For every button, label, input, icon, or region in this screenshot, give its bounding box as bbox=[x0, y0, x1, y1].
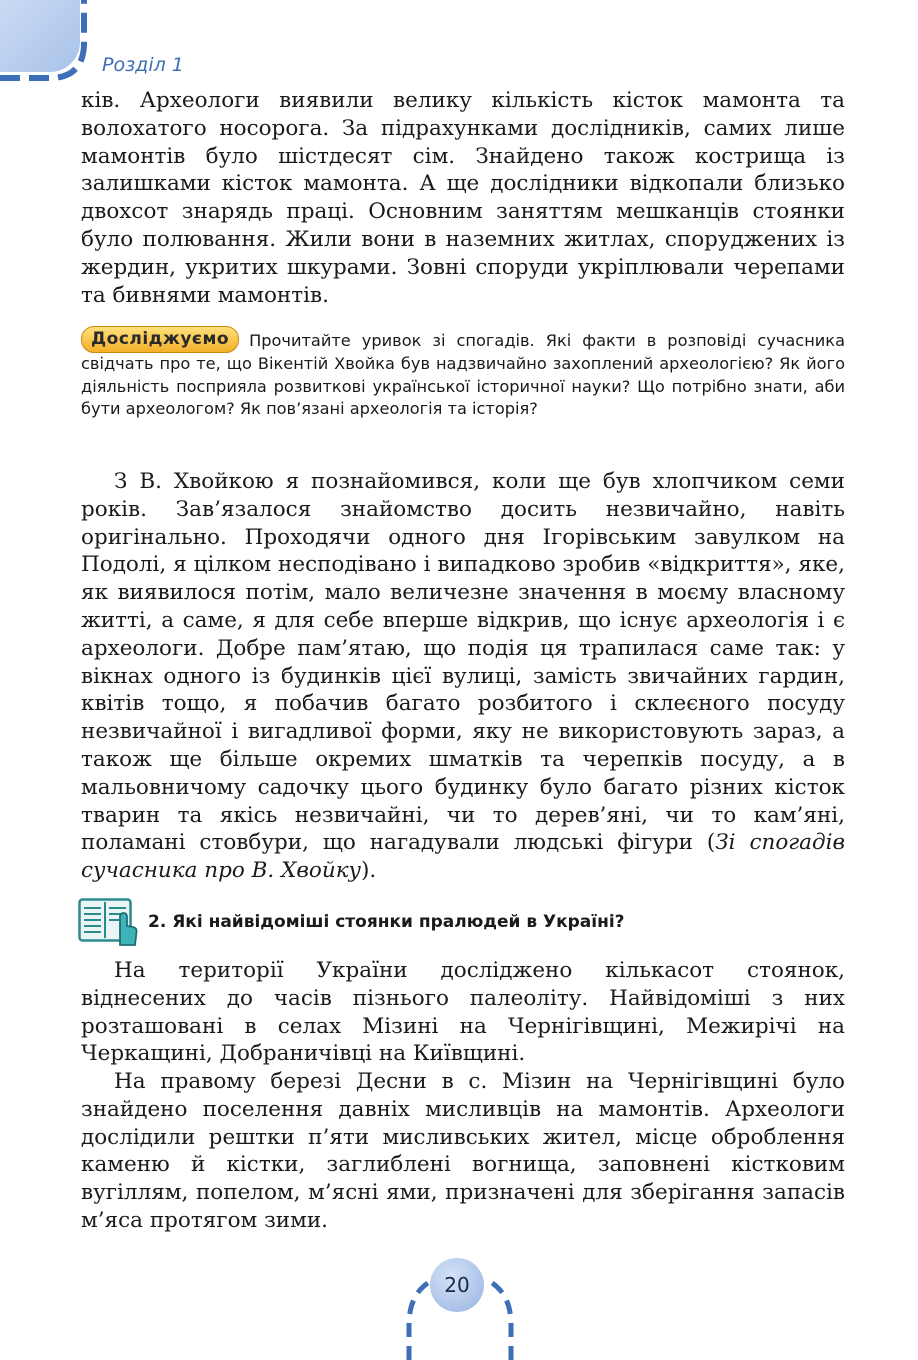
paragraph-top: ків. Археологи виявили велику кількість кісток мамонта та волохатого носорога. За підрахунками дослідників, самих лише мамонтів було шістдесят сім. Знайдено також кострища із залишками кісток мамонта. А ще дослідники відкопали близько двохсот знарядь праці. Основним заняттям мешканців стоянки було полювання. Жили вони в наземних житлах, споруджених із жердин, укритих шкурами. Зовні споруди укріплювали черепами та бивнями мамонтів. bbox=[81, 88, 845, 308]
explore-text: Прочитайте уривок зі спогадів. Які факти в розповіді сучасника свідчать про те, що Вікентій Хвойка був надзвичайно захоплений археологією? Як його діяльність посприяла розвиткові української історичної науки? Що потрібно знати, аби бути археологом? Як пов’язані археологія та історія? bbox=[81, 331, 845, 419]
memoir-source: Зі спогадів сучасника про В. Хвойку bbox=[81, 830, 846, 884]
section-label: Розділ 1 bbox=[102, 54, 184, 76]
page-number-badge bbox=[395, 1250, 525, 1360]
question-heading bbox=[78, 897, 848, 947]
page-number: 20 bbox=[430, 1258, 484, 1312]
paragraph-mizyn: На правому березі Десни в с. Мізин на Чернігівщині було знайдено поселення давніх мисливців на мамонтів. Археологи дослідили рештки п’яти мисливських жител, місце оброблення каменю й кістки, заглиблені вогнища, заповнені кістковим вугіллям, попелом, м’ясні ями, призначені для зберігання запасів м’яса протягом зими. bbox=[81, 1069, 845, 1233]
memoir-closing: ). bbox=[361, 858, 377, 884]
explore-badge: Досліджуємо bbox=[81, 326, 239, 353]
memoir-paragraph bbox=[81, 468, 845, 885]
question-text: 2. Які найвідоміші стоянки пралюдей в Україні? bbox=[148, 912, 625, 932]
corner-dashed-frame bbox=[0, 0, 95, 85]
paragraph-sites: На території України досліджено кількасот стоянок, віднесених до часів пізнього палеоліту. Найвідоміші з них розташовані в селах Мізині на Чернігівщині, Межирічі на Черкащині, Добраничівці на Київщині. bbox=[81, 958, 845, 1067]
explore-block bbox=[81, 326, 845, 421]
memoir-text: З В. Хвойкою я познайомився, коли ще був хлопчиком семи років. Зав’язалося знайомство досить незвичайно, навіть оригінально. Проходячи одного дня Ігорівським завулком на Подолі, я цілком несподівано і випадково зробив «відкриття», яке, як виявилося потім, мало величезне значення в моєму власному житті, а саме, я для себе вперше відкрив, що існує археологія і є археологи. Добре пам’ятаю, що подія ця трапилася саме так: у вікнах одного із будинків цієї вулиці, замість звичайних гардин, квітів тощо, я побачив багато розбитого і склеєного посуду незвичайної і вигадливої форми, яку не використовують зараз, а також ще більше окремих шматків та черепків посуду, а в мальовничому садочку цього будинку було багато різних кісток тварин та якісь незвичайні, чи то дерев’яні, чи то кам’яні, поламані стовбури, що нагадували людські фігури ( bbox=[81, 469, 845, 856]
book-pointer-icon bbox=[78, 897, 140, 947]
